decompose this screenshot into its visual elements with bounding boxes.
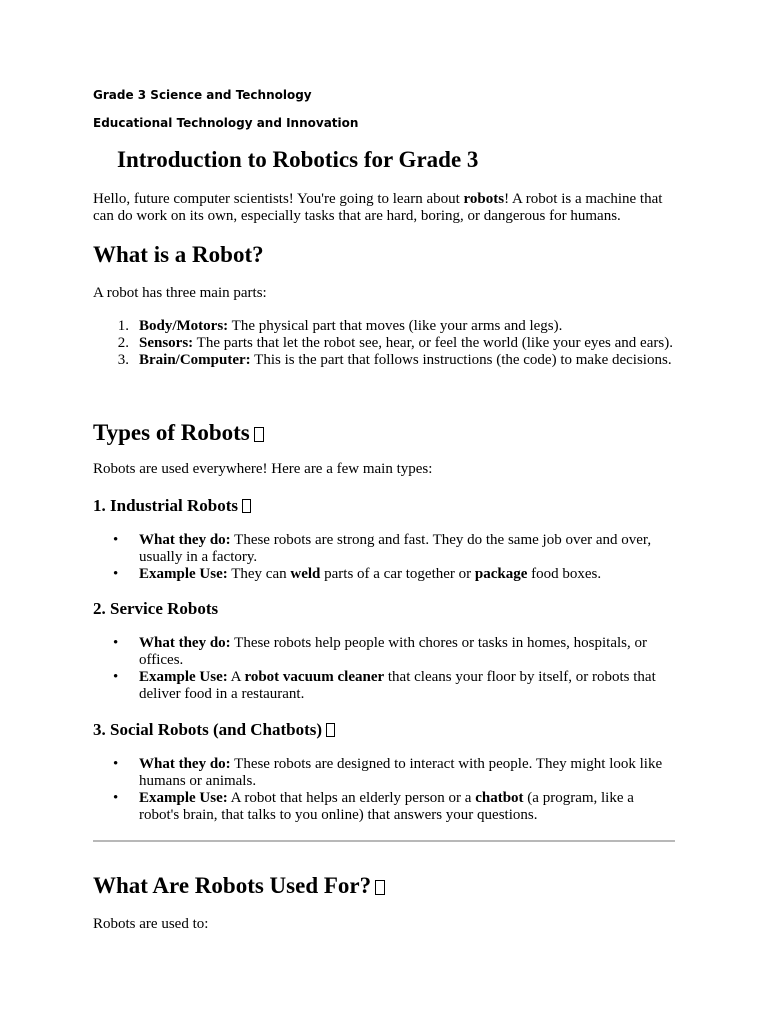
horizontal-rule — [93, 840, 675, 842]
subject-label: Educational Technology and Innovation — [93, 116, 359, 130]
section-heading-what-is: What is a Robot? — [93, 242, 264, 267]
subheading-service: 2. Service Robots — [93, 599, 219, 618]
section-heading-uses: What Are Robots Used For? — [93, 873, 385, 899]
list-item: 3. Brain/Computer: This is the part that follows instructions (the code) to make decisions. — [117, 352, 672, 368]
list-item: • What they do: These robots are strong and fast. They do the same job over and over, usually in a factory. — [113, 532, 652, 565]
course-label: Grade 3 Science and Technology — [93, 88, 312, 102]
uses-lead: Robots are used to: — [93, 916, 209, 932]
robot-parts-list — [93, 318, 675, 369]
list-item: • Example Use: A robot that helps an elderly person or a chatbot (a program, like a robot's brain, that talks to you online) that answers your questions. — [113, 790, 634, 823]
industrial-list — [93, 532, 675, 583]
missing-glyph-icon — [254, 427, 264, 442]
social-list — [93, 756, 675, 824]
section-heading-types: Types of Robots — [93, 420, 264, 446]
intro-emphasis: robots — [463, 191, 505, 207]
document-title: Introduction to Robotics for Grade 3 — [117, 147, 479, 172]
missing-glyph-icon — [375, 880, 385, 895]
subheading-industrial: 1. Industrial Robots — [93, 496, 251, 516]
missing-glyph-icon — [242, 499, 251, 513]
list-item: • What they do: These robots are designed to interact with people. They might look like humans or animals. — [113, 756, 663, 789]
missing-glyph-icon — [326, 723, 335, 737]
list-item: 1. Body/Motors: The physical part that moves (like your arms and legs). — [117, 318, 563, 334]
types-lead: Robots are used everywhere! Here are a few main types: — [93, 461, 433, 477]
service-list — [93, 635, 675, 703]
list-item: • Example Use: They can weld parts of a car together or package food boxes. — [113, 566, 602, 582]
subheading-social: 3. Social Robots (and Chatbots) — [93, 720, 335, 740]
list-item: • What they do: These robots help people with chores or tasks in homes, hospitals, or offices. — [113, 635, 647, 668]
what-is-lead: A robot has three main parts: — [93, 285, 267, 301]
list-item: 2. Sensors: The parts that let the robot see, hear, or feel the world (like your eyes and ears). — [117, 335, 673, 351]
list-item: • Example Use: A robot vacuum cleaner that cleans your floor by itself, or robots that deliver food in a restaurant. — [113, 669, 656, 702]
intro-paragraph: Hello, future computer scientists! You're going to learn about robots! A robot is a machine that can do work on its own, especially tasks that are hard, boring, or dangerous for humans. — [93, 191, 663, 224]
